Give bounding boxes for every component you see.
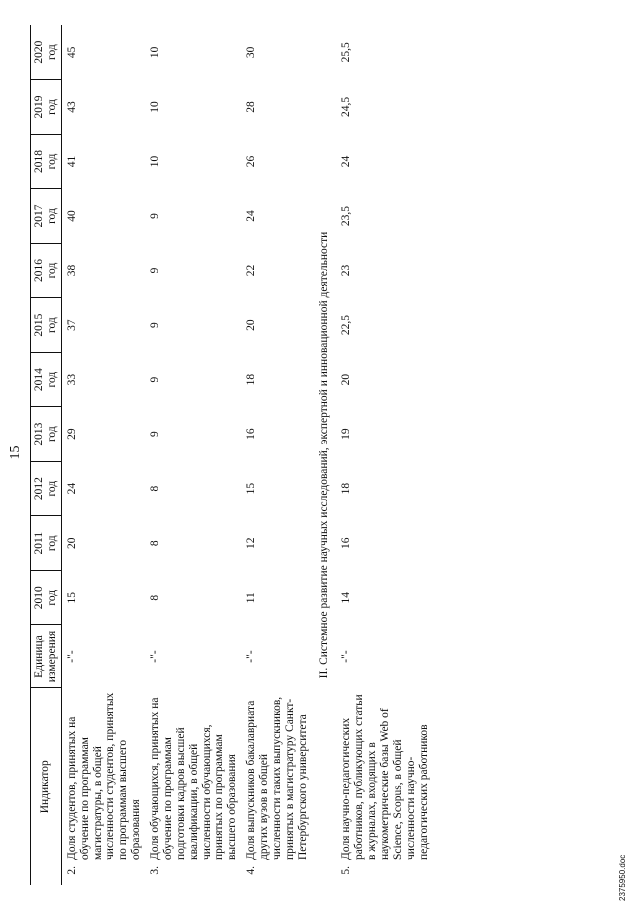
value-cell: 8 <box>149 485 161 492</box>
section-title: II. Системное развитие научных исследований, экспертной и инновационной деятельности <box>317 231 330 679</box>
header-year: 2019 год <box>31 80 62 135</box>
value-cell: 18 <box>340 482 353 495</box>
value-cell: 33 <box>65 373 78 386</box>
table-row <box>241 25 311 885</box>
value-cell: 14 <box>340 591 353 604</box>
value-cell: 41 <box>65 155 78 168</box>
value-cell: 37 <box>65 319 78 331</box>
unit-cell: -"- <box>340 650 353 663</box>
header-year: 2014 год <box>31 352 62 407</box>
table-row <box>336 25 432 885</box>
header-year: 2020 год <box>31 25 62 80</box>
value-cell: 23,5 <box>340 205 353 227</box>
value-cell: 25,5 <box>340 42 353 63</box>
value-cell: 40 <box>65 210 78 222</box>
indicator-text: Доля выпускников бакалавриата других вузов в общей численности таких выпускников, принятых в магистратуру Санкт-Петербургского университета <box>245 696 309 860</box>
header-year: 2011 год <box>31 516 62 571</box>
value-cell: 20 <box>245 319 258 331</box>
value-cell: 8 <box>149 594 161 601</box>
value-cell: 28 <box>245 101 258 113</box>
value-cell: 22 <box>245 264 258 277</box>
value-cell: 22,5 <box>340 315 353 336</box>
value-cell: 15 <box>65 591 78 604</box>
value-cell: 29 <box>65 428 78 440</box>
value-cell: 10 <box>149 46 161 59</box>
value-cell: 43 <box>65 101 78 113</box>
row-number: 3. <box>149 866 161 875</box>
indicator-text: Доля научно-педагогических работников, публикующих статьи в журналах, входящих в наукометрические базы Web of Science, Scopus, в общей численности научно-педагогических работников <box>340 694 430 860</box>
value-cell: 11 <box>245 592 258 604</box>
unit-cell: -"- <box>245 650 258 663</box>
table-header-row <box>31 25 62 885</box>
indicator-text: Доля студентов, принятых на обучение по программам магистратуры, в общей численности студентов, принятых по программам высшего образования <box>65 692 143 860</box>
header-year: 2017 год <box>31 189 62 244</box>
value-cell: 20 <box>65 537 78 549</box>
value-cell: 26 <box>245 155 258 168</box>
value-cell: 9 <box>149 431 161 438</box>
value-cell: 19 <box>340 428 353 440</box>
header-indicator: Индикатор <box>31 688 62 885</box>
row-number: 4. <box>245 866 258 875</box>
indicator-text: Доля обучающихся, принятых на обучение по программам подготовки кадров высшей квалификации, в общей численности обучающихся, принятых по программам высшего образования <box>149 697 239 860</box>
value-cell: 24 <box>340 155 353 168</box>
header-unit: Единица измерения <box>31 625 62 688</box>
value-cell: 24 <box>65 482 78 495</box>
section-row <box>312 25 337 885</box>
header-year: 2016 год <box>31 243 62 298</box>
value-cell: 9 <box>149 322 161 328</box>
row-number: 5. <box>340 866 353 875</box>
header-year: 2018 год <box>31 134 62 189</box>
value-cell: 24,5 <box>340 96 353 118</box>
header-year: 2015 год <box>31 298 62 353</box>
value-cell: 16 <box>245 428 258 440</box>
table-row <box>61 25 145 885</box>
header-year: 2010 год <box>31 570 62 625</box>
value-cell: 10 <box>149 101 161 113</box>
value-cell: 23 <box>340 264 353 277</box>
value-cell: 10 <box>149 155 161 168</box>
header-year: 2012 год <box>31 461 62 516</box>
table-row <box>145 25 241 885</box>
value-cell: 18 <box>245 373 258 386</box>
header-year: 2013 год <box>31 407 62 462</box>
value-cell: 24 <box>245 210 258 222</box>
page-number: 15 <box>8 445 23 460</box>
row-number: 2. <box>65 866 78 875</box>
unit-cell: -"- <box>149 650 161 663</box>
value-cell: 9 <box>149 213 161 219</box>
value-cell: 15 <box>245 482 258 495</box>
document-code: 2375950.doc <box>618 854 627 901</box>
value-cell: 45 <box>65 46 78 59</box>
value-cell: 30 <box>245 46 258 59</box>
value-cell: 9 <box>149 376 161 383</box>
value-cell: 12 <box>245 537 258 549</box>
value-cell: 38 <box>65 264 78 277</box>
value-cell: 9 <box>149 267 161 274</box>
value-cell: 16 <box>340 537 353 549</box>
value-cell: 20 <box>340 373 353 386</box>
value-cell: 8 <box>149 540 161 547</box>
indicators-table <box>30 25 433 885</box>
unit-cell: -"- <box>65 650 78 663</box>
